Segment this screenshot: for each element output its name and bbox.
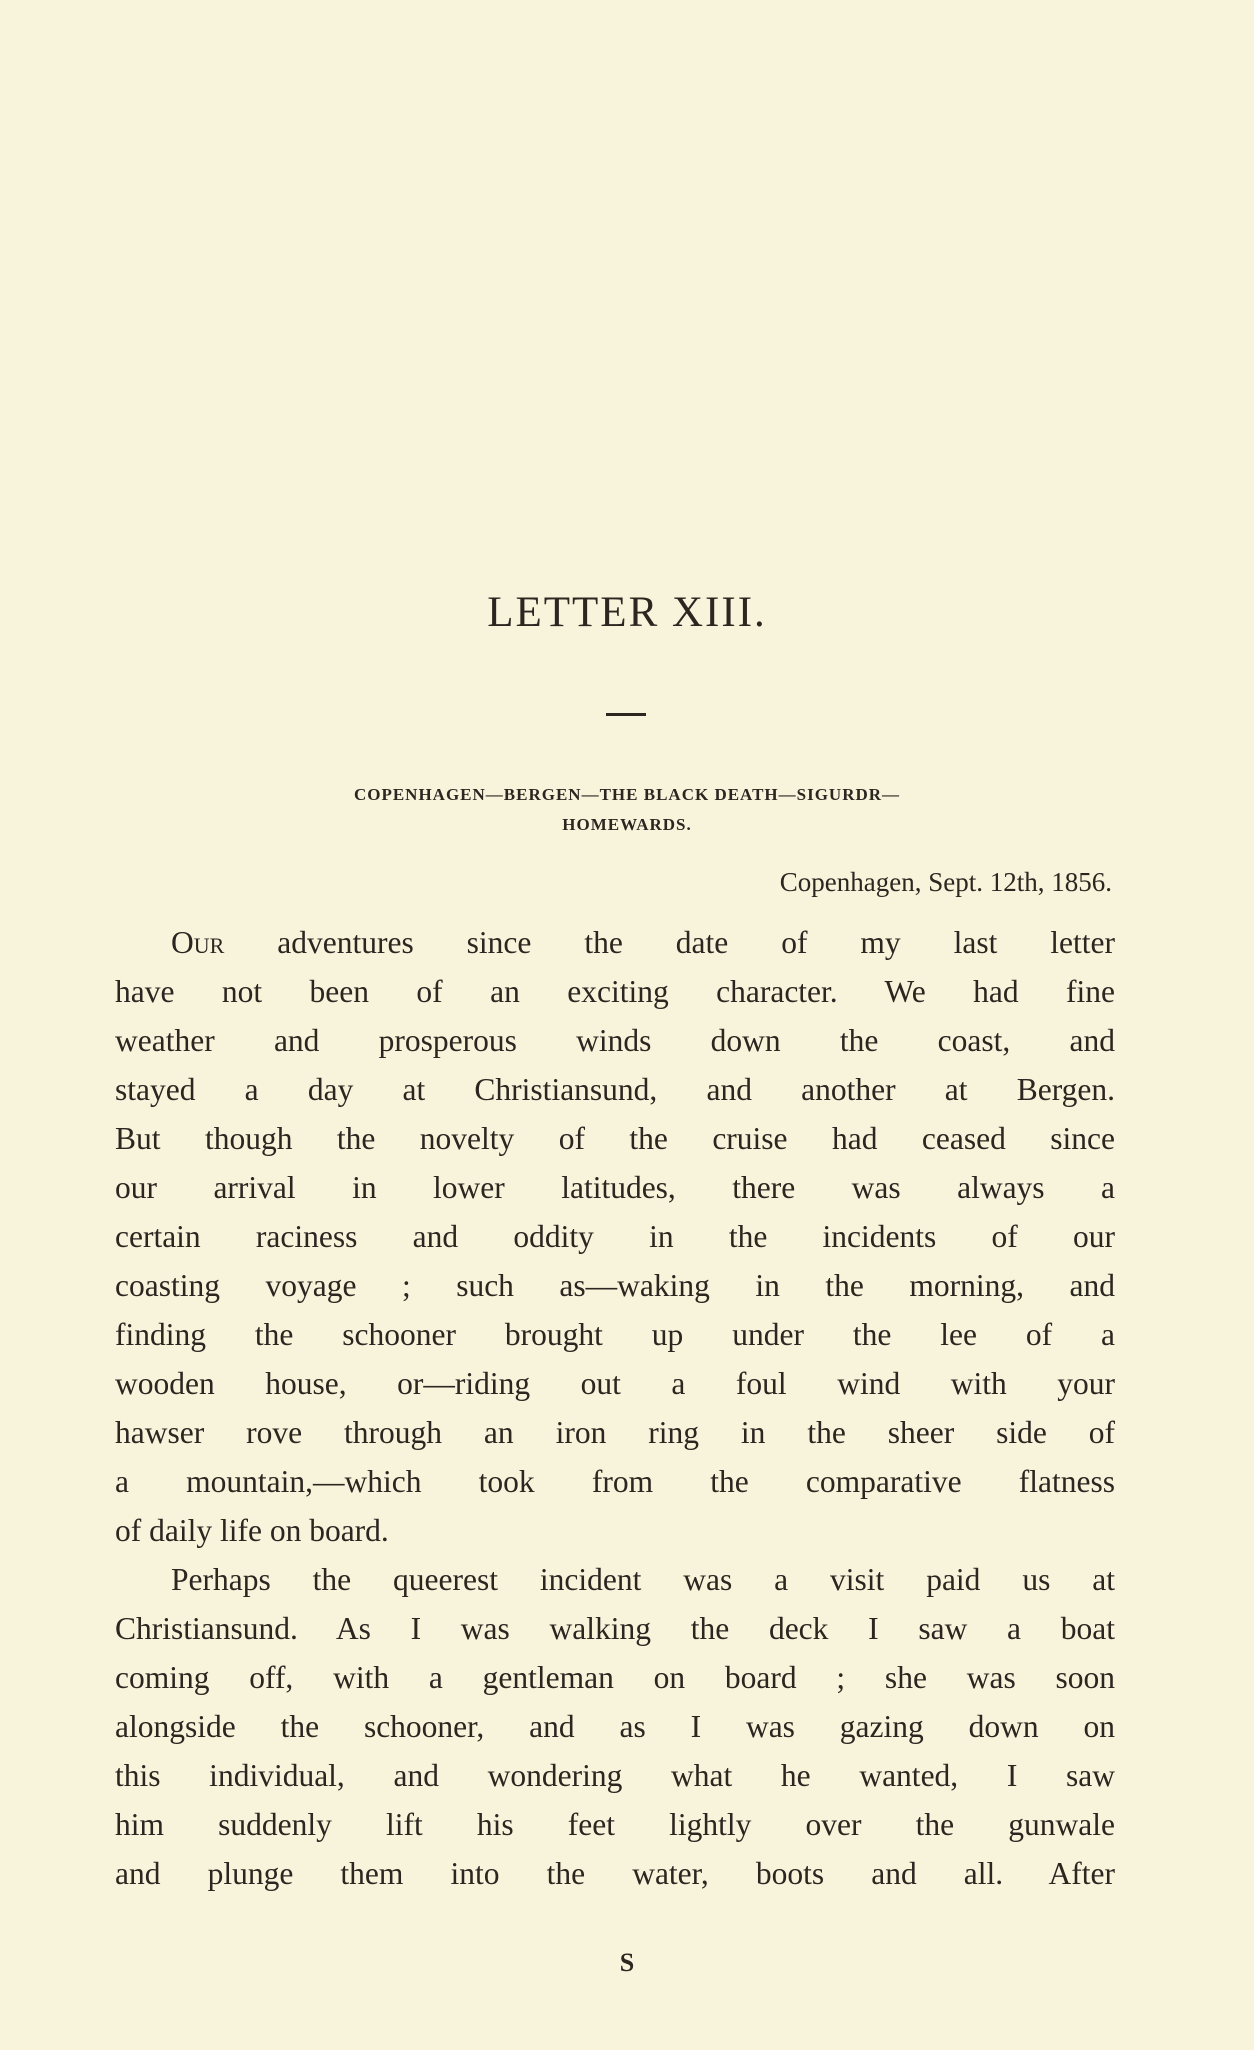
body-line: and plunge them into the water, boots and all. After <box>115 1856 1115 1891</box>
dateline: Copenhagen, Sept. 12th, 1856. <box>779 867 1112 897</box>
signature-mark: S <box>619 1948 635 1977</box>
body-line: coasting voyage ; such as—waking in the morning, and <box>115 1268 1115 1303</box>
chapter-summary-line-2: HOMEWARDS. <box>562 815 692 834</box>
body-line: stayed a day at Christiansund, and another at Bergen. <box>115 1072 1115 1107</box>
body-line: him suddenly lift his feet lightly over the gunwale <box>115 1807 1115 1842</box>
opening-word: Our <box>171 925 225 960</box>
body-line: of daily life on board. <box>115 1513 389 1548</box>
body-line: Our adventures since the date of my last letter <box>171 925 1115 960</box>
body-line: hawser rove through an iron ring in the sheer side of <box>115 1415 1115 1450</box>
body-line: have not been of an exciting character. We had fine <box>115 974 1115 1009</box>
chapter-summary-line-1: COPENHAGEN—BERGEN—THE BLACK DEATH—SIGURDR— <box>353 785 901 804</box>
body-line: certain raciness and oddity in the incidents of our <box>115 1219 1115 1254</box>
body-line: our arrival in lower latitudes, there was always a <box>115 1170 1115 1205</box>
body-text <box>115 918 1115 1898</box>
body-line: this individual, and wondering what he wanted, I saw <box>115 1758 1115 1793</box>
letter-title: LETTER XIII. <box>487 589 767 636</box>
body-line: Christiansund. As I was walking the deck I saw a boat <box>115 1611 1115 1646</box>
title-rule <box>606 713 646 716</box>
body-line: finding the schooner brought up under the lee of a <box>115 1317 1115 1352</box>
body-line: a mountain,—which took from the comparative flatness <box>115 1464 1115 1499</box>
body-line: Perhaps the queerest incident was a visit paid us at <box>171 1562 1115 1597</box>
body-line: alongside the schooner, and as I was gazing down on <box>115 1709 1115 1744</box>
body-line: coming off, with a gentleman on board ; she was soon <box>115 1660 1115 1695</box>
chapter-summary <box>0 780 1254 840</box>
body-line: weather and prosperous winds down the coast, and <box>115 1023 1115 1058</box>
body-line: wooden house, or—riding out a foul wind with your <box>115 1366 1115 1401</box>
body-line: But though the novelty of the cruise had ceased since <box>115 1121 1115 1156</box>
